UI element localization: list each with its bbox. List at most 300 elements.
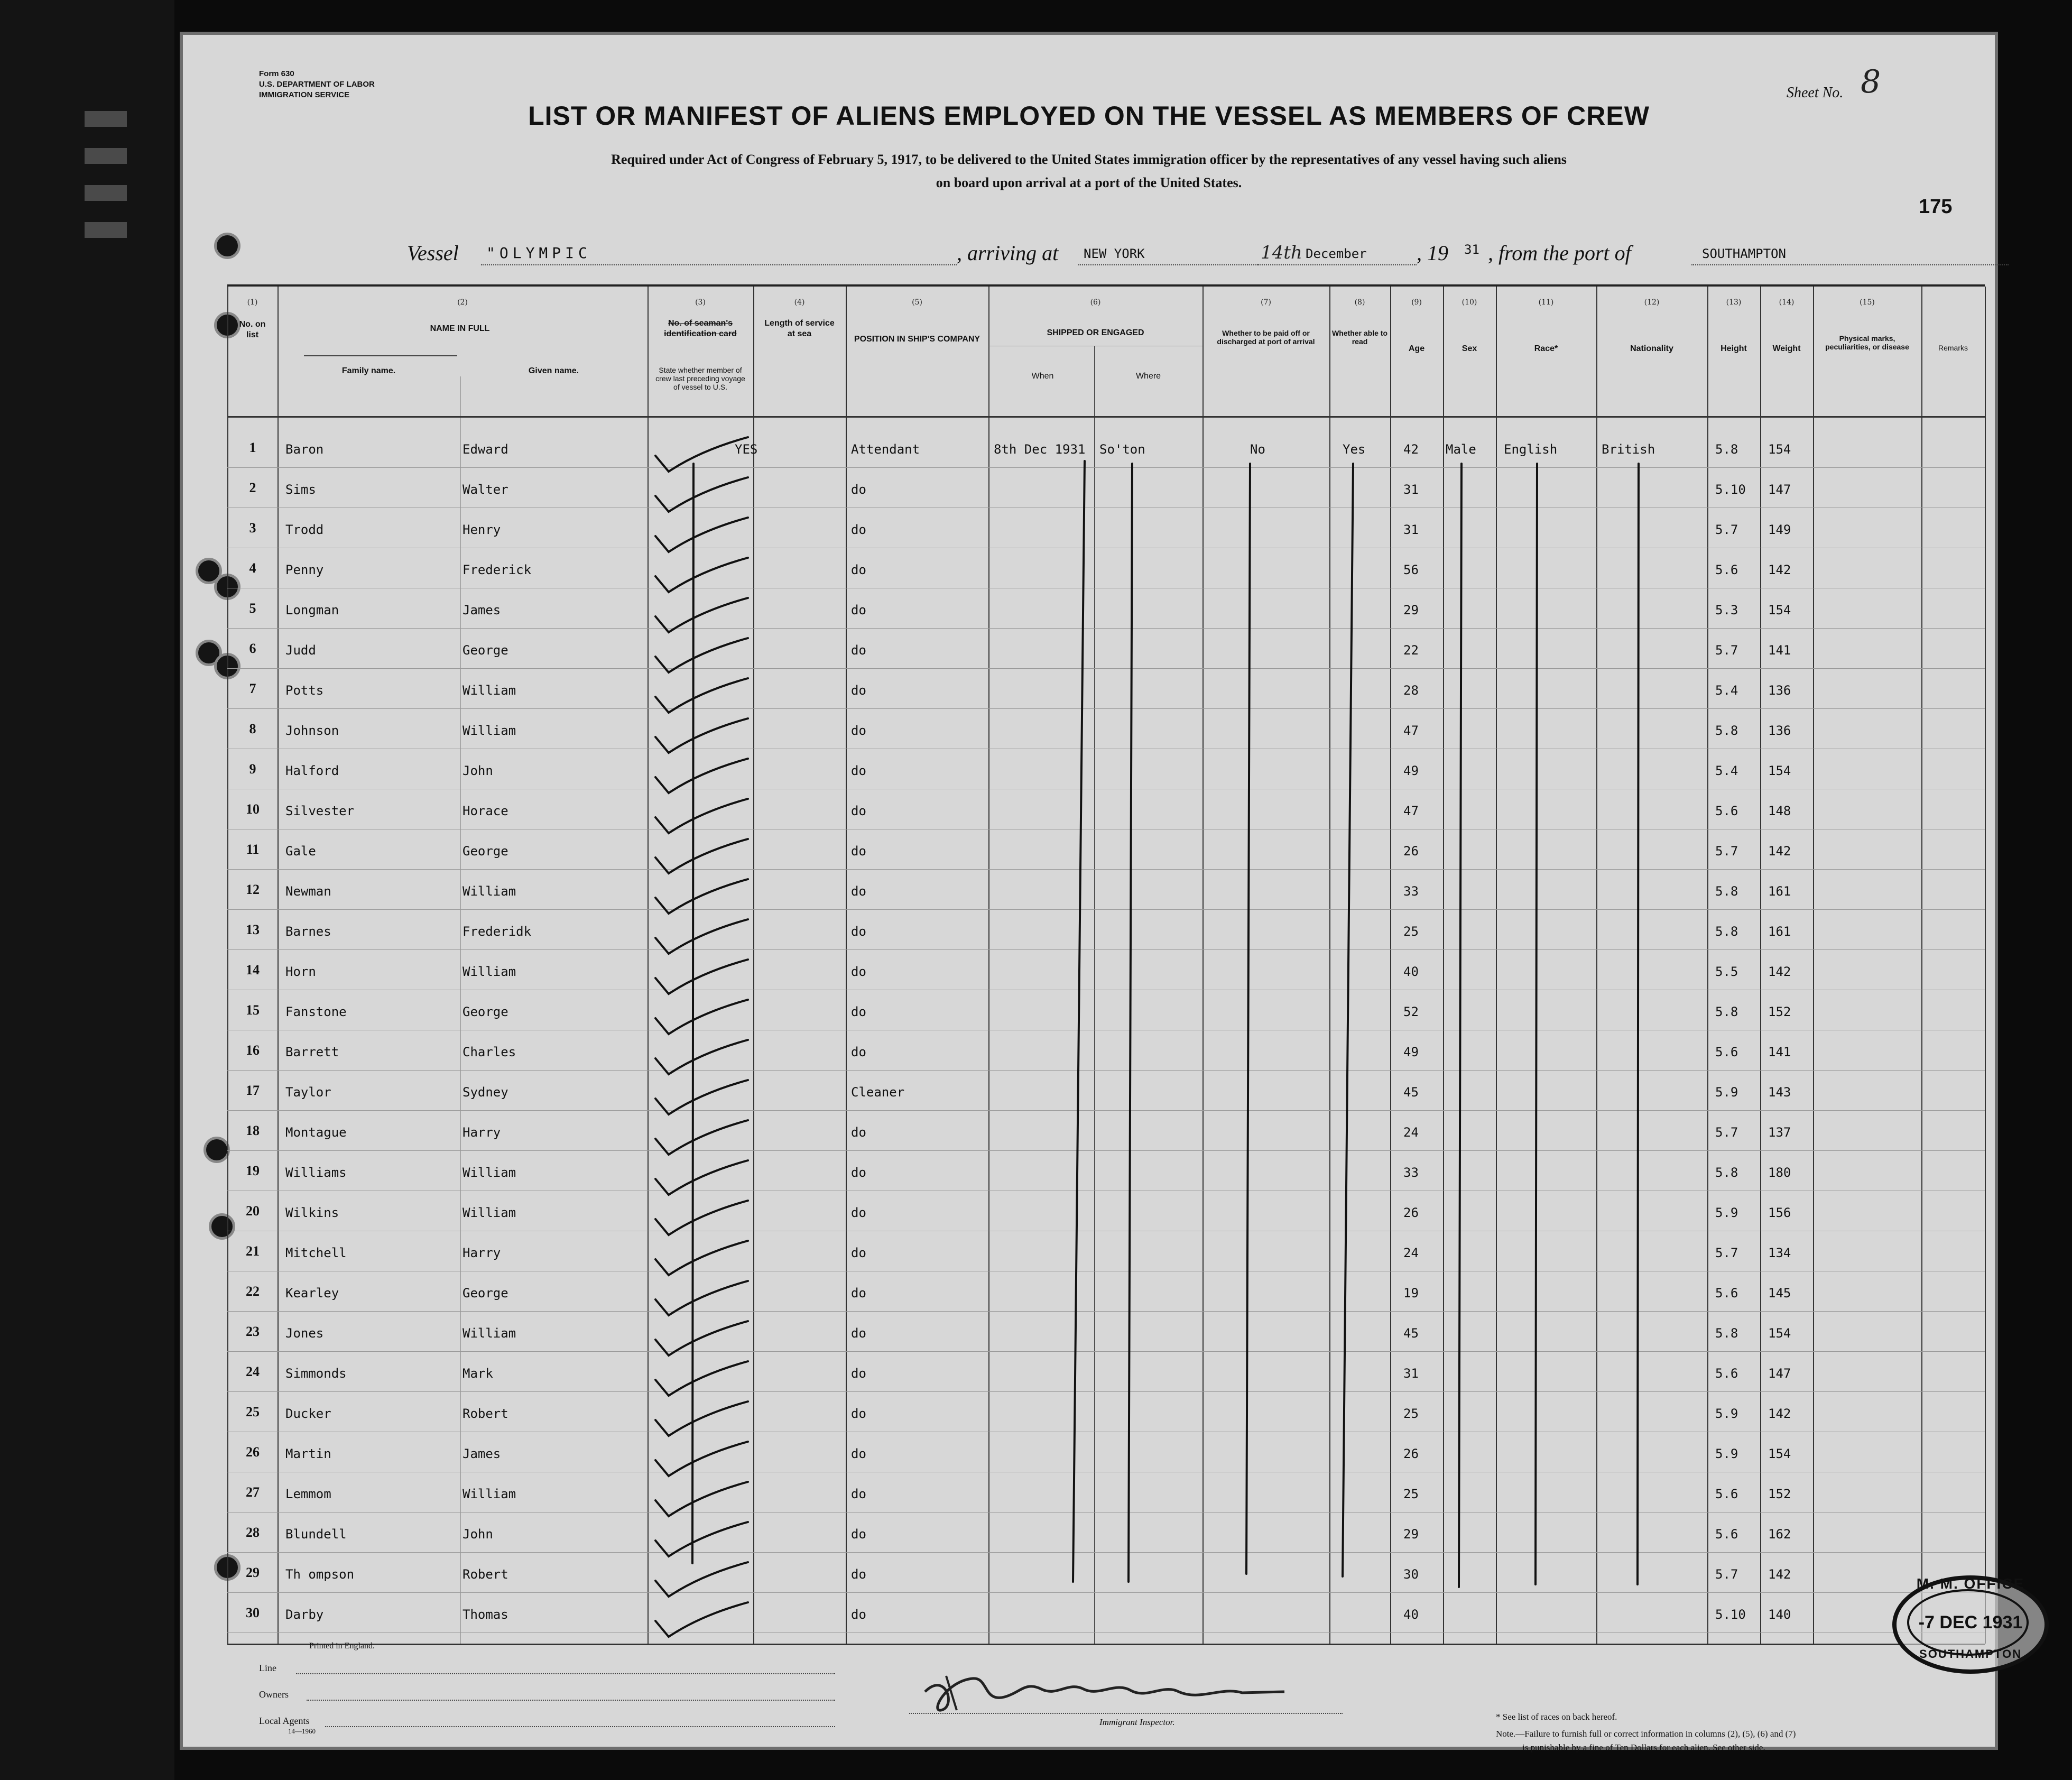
ditto-line-previous-voyage (692, 464, 693, 1563)
ditto-lines (692, 461, 1639, 1587)
date-underline (1258, 264, 1417, 265)
family-name-cell: Baron (285, 442, 324, 457)
height-cell: 5.6 (1715, 1487, 1738, 1501)
position-cell: do (851, 924, 866, 939)
document-subtitle (365, 148, 1813, 195)
check-mark (655, 1321, 748, 1355)
ditto-line-where (1128, 464, 1132, 1582)
row-number-cell: 18 (246, 1123, 260, 1138)
height-cell: 5.7 (1715, 643, 1738, 658)
family-name-cell: Silvester (285, 804, 355, 818)
age-cell: 28 (1403, 683, 1419, 698)
document-title: LIST OR MANIFEST OF ALIENS EMPLOYED ON THE VESSEL AS MEMBERS OF CREW (528, 101, 1650, 131)
position-cell: do (851, 804, 866, 818)
form-number: Form 630 (259, 69, 294, 78)
check-mark (655, 1522, 748, 1556)
header-weight: Weight (1772, 344, 1801, 353)
stamp-office: M. M. OFFICE (1916, 1575, 2025, 1592)
weight-cell: 140 (1768, 1607, 1791, 1622)
check-mark (655, 558, 748, 592)
col-num-6: (6) (1090, 298, 1101, 307)
weight-cell: 141 (1768, 1045, 1791, 1059)
weight-cell: 142 (1768, 964, 1791, 979)
position-cell: do (851, 1607, 866, 1622)
weight-cell: 152 (1768, 1487, 1791, 1501)
age-cell: 26 (1403, 1446, 1419, 1461)
arrival-year: 31 (1464, 242, 1479, 257)
race-footnote: * See list of races on back hereof. (1496, 1712, 1617, 1722)
weight-cell: 137 (1768, 1125, 1791, 1140)
position-cell: do (851, 1567, 866, 1582)
weight-cell: 142 (1768, 844, 1791, 859)
family-name-cell: Kearley (285, 1286, 339, 1301)
check-mark (655, 1241, 748, 1275)
family-name-cell: Fanstone (285, 1004, 347, 1019)
check-mark (655, 919, 748, 954)
height-cell: 5.9 (1715, 1406, 1738, 1421)
height-cell: 5.8 (1715, 1165, 1738, 1180)
height-cell: 5.8 (1715, 884, 1738, 899)
weight-cell: 148 (1768, 804, 1791, 818)
weight-cell: 152 (1768, 1004, 1791, 1019)
service-name: IMMIGRATION SERVICE (259, 90, 350, 99)
ditto-line-able-to-read (1343, 464, 1353, 1576)
age-cell: 25 (1403, 924, 1419, 939)
handwritten-marks (227, 287, 1985, 1644)
height-cell: 5.7 (1715, 1125, 1738, 1140)
paid-off-cell: No (1250, 442, 1265, 457)
weight-cell: 154 (1768, 442, 1791, 457)
age-cell: 49 (1403, 763, 1419, 778)
able-to-read-cell: Yes (1343, 442, 1366, 457)
family-name-cell: Trodd (285, 522, 324, 537)
position-cell: do (851, 1286, 866, 1301)
position-cell: do (851, 1487, 866, 1501)
given-name-cell: William (462, 723, 516, 738)
form-code: 14—1960 (288, 1727, 316, 1735)
col-num-13: (13) (1726, 298, 1742, 307)
height-cell: 5.6 (1715, 1527, 1738, 1542)
height-cell: 5.9 (1715, 1446, 1738, 1461)
given-name-cell: James (462, 1446, 501, 1461)
previous-voyage-cell: YES (735, 442, 758, 457)
row-number-cell: 26 (246, 1444, 260, 1460)
age-cell: 40 (1403, 1607, 1419, 1622)
row-number-cell: 29 (246, 1565, 260, 1580)
printed-note: Printed in England. (309, 1641, 375, 1650)
weight-cell: 161 (1768, 884, 1791, 899)
check-mark (655, 1201, 748, 1235)
row-number-cell: 20 (246, 1203, 260, 1219)
age-cell: 31 (1403, 482, 1419, 497)
check-mark (655, 879, 748, 914)
check-mark (655, 960, 748, 994)
given-name-cell: Mark (462, 1366, 493, 1381)
age-cell: 47 (1403, 723, 1419, 738)
row-number-cell: 15 (246, 1002, 260, 1018)
nationality-cell: British (1602, 442, 1655, 457)
col-num-4: (4) (794, 298, 805, 307)
age-cell: 42 (1403, 442, 1419, 457)
family-name-cell: Wilkins (285, 1205, 339, 1220)
vessel-name: "OLYMPIC (486, 244, 591, 262)
col-num-7: (7) (1261, 298, 1271, 307)
weight-cell: 180 (1768, 1165, 1791, 1180)
mm-office-stamp (1892, 1575, 2049, 1674)
check-mark (655, 1160, 748, 1195)
position-cell: do (851, 1446, 866, 1461)
given-name-cell: Robert (462, 1567, 508, 1582)
weight-cell: 161 (1768, 924, 1791, 939)
check-mark (655, 1361, 748, 1396)
given-name-cell: Horace (462, 804, 508, 818)
weight-cell: 142 (1768, 1567, 1791, 1582)
weight-cell: 142 (1768, 1406, 1791, 1421)
row-number-cell: 24 (246, 1364, 260, 1379)
stamp-date: -7 DEC 1931 (1918, 1612, 2023, 1633)
height-cell: 5.6 (1715, 1045, 1738, 1059)
row-number-cell: 22 (246, 1284, 260, 1299)
column-rule (1985, 287, 1986, 1644)
weight-cell: 154 (1768, 603, 1791, 617)
given-name-cell: William (462, 683, 516, 698)
position-cell: do (851, 1366, 866, 1381)
age-cell: 25 (1403, 1406, 1419, 1421)
check-mark (655, 518, 748, 552)
race-cell: English (1504, 442, 1558, 457)
family-name-cell: Ducker (285, 1406, 331, 1421)
height-cell: 5.9 (1715, 1205, 1738, 1220)
family-name-cell: Barnes (285, 924, 331, 939)
given-name-cell: Sydney (462, 1085, 508, 1100)
age-cell: 31 (1403, 1366, 1419, 1381)
weight-cell: 136 (1768, 683, 1791, 698)
header-length-of-service: Length of service at sea (764, 319, 835, 338)
check-mark (655, 1482, 748, 1516)
sheet-number: 8 (1861, 63, 1881, 100)
line-label: Line (259, 1663, 276, 1673)
check-mark (655, 1602, 748, 1637)
weight-cell: 147 (1768, 1366, 1791, 1381)
row-number-cell: 23 (246, 1324, 260, 1339)
family-name-cell: Williams (285, 1165, 347, 1180)
check-mark (655, 1000, 748, 1034)
line-underline (296, 1673, 835, 1674)
check-mark (655, 1401, 748, 1436)
given-name-cell: Harry (462, 1125, 501, 1140)
header-name-in-full: NAME IN FULL (430, 324, 490, 333)
header-when: When (1031, 372, 1054, 381)
binder-hole (204, 1137, 230, 1163)
ditto-line-paid-off (1246, 464, 1250, 1574)
position-cell: do (851, 482, 866, 497)
height-cell: 5.3 (1715, 603, 1738, 617)
age-cell: 25 (1403, 1487, 1419, 1501)
family-name-cell: Jones (285, 1326, 324, 1341)
weight-cell: 154 (1768, 763, 1791, 778)
family-name-cell: Montague (285, 1125, 347, 1140)
family-name-cell: Lemmom (285, 1487, 331, 1501)
header-position: POSITION IN SHIP'S COMPANY (854, 335, 980, 344)
age-cell: 45 (1403, 1085, 1419, 1100)
year-prefix: , 19 (1417, 241, 1448, 265)
weight-cell: 136 (1768, 723, 1791, 738)
row-number-cell: 28 (246, 1525, 260, 1540)
margin-mark (85, 222, 127, 238)
family-name-cell: Penny (285, 562, 324, 577)
check-marks (655, 437, 748, 1637)
family-name-cell: Sims (285, 482, 316, 497)
penalty-note-2: is punishable by a fine of Ten Dollars for each alien. See other side. (1522, 1742, 1765, 1753)
row-number-cell: 11 (246, 842, 260, 857)
header-race: Race* (1534, 344, 1558, 353)
age-cell: 24 (1403, 1125, 1419, 1140)
family-name-cell: Simmonds (285, 1366, 347, 1381)
given-name-cell: William (462, 1205, 516, 1220)
height-cell: 5.6 (1715, 804, 1738, 818)
header-given-name: Given name. (528, 366, 579, 375)
check-mark (655, 1080, 748, 1114)
weight-cell: 142 (1768, 562, 1791, 577)
row-number-cell: 5 (249, 601, 256, 616)
inspector-label: Immigrant Inspector. (1099, 1717, 1175, 1727)
header-sex: Sex (1462, 344, 1477, 353)
ditto-line-race (1536, 464, 1537, 1584)
age-cell: 33 (1403, 1165, 1419, 1180)
arrival-month: December (1306, 246, 1367, 261)
check-mark (655, 718, 748, 753)
check-mark (655, 759, 748, 793)
age-cell: 47 (1403, 804, 1419, 818)
family-name-cell: Halford (285, 763, 339, 778)
header-able-to-read: Whether able to read (1332, 329, 1388, 346)
header-where: Where (1135, 372, 1161, 381)
col-num-2: (2) (457, 298, 468, 307)
age-cell: 31 (1403, 522, 1419, 537)
shipped-when-cell: 8th Dec 1931 (994, 442, 1086, 457)
position-cell: do (851, 1246, 866, 1260)
family-name-cell: Horn (285, 964, 316, 979)
col-num-3: (3) (695, 298, 706, 307)
ditto-line-when (1073, 461, 1085, 1582)
weight-cell: 156 (1768, 1205, 1791, 1220)
height-cell: 5.8 (1715, 723, 1738, 738)
row-number-cell: 16 (246, 1043, 260, 1058)
row-number-cell: 7 (249, 681, 256, 696)
check-mark (655, 839, 748, 873)
age-cell: 29 (1403, 1527, 1419, 1542)
height-cell: 5.10 (1715, 482, 1746, 497)
check-mark (655, 1281, 748, 1315)
owners-label: Owners (259, 1689, 289, 1700)
col-num-15: (15) (1860, 298, 1875, 307)
col-num-8: (8) (1354, 298, 1365, 307)
header-remarks: Remarks (1938, 344, 1968, 352)
position-cell: do (851, 1406, 866, 1421)
col-num-10: (10) (1462, 298, 1477, 307)
given-name-cell: Charles (462, 1045, 516, 1059)
family-name-cell: Potts (285, 683, 324, 698)
sheet-label: Sheet No. (1787, 85, 1844, 101)
position-cell: do (851, 844, 866, 859)
position-cell: do (851, 562, 866, 577)
check-mark (655, 1562, 748, 1597)
check-mark (655, 1040, 748, 1074)
given-name-cell: George (462, 844, 508, 859)
age-cell: 33 (1403, 884, 1419, 899)
manifest-sheet (180, 32, 2025, 1753)
header-family-name: Family name. (341, 366, 396, 375)
margin-mark (85, 148, 127, 164)
height-cell: 5.10 (1715, 1607, 1746, 1622)
position-cell: do (851, 643, 866, 658)
height-cell: 5.6 (1715, 1286, 1738, 1301)
age-cell: 56 (1403, 562, 1419, 577)
given-name-cell: Harry (462, 1246, 501, 1260)
position-cell: do (851, 522, 866, 537)
header-nationality: Nationality (1630, 344, 1673, 353)
weight-cell: 145 (1768, 1286, 1791, 1301)
crew-table (227, 284, 1985, 1644)
given-name-cell: Frederidk (462, 924, 532, 939)
header-shipped-engaged: SHIPPED OR ENGAGED (1047, 328, 1144, 337)
height-cell: 5.8 (1715, 924, 1738, 939)
family-name-cell: Taylor (285, 1085, 331, 1100)
height-cell: 5.7 (1715, 844, 1738, 859)
stamp-location: SOUTHAMPTON (1919, 1647, 2022, 1661)
vessel-label: Vessel (407, 241, 459, 265)
age-cell: 49 (1403, 1045, 1419, 1059)
given-name-cell: William (462, 964, 516, 979)
header-height: Height (1720, 344, 1747, 353)
binder-hole (214, 233, 240, 259)
row-number-cell: 6 (249, 641, 256, 656)
header-physical-marks: Physical marks, peculiarities, or disease (1825, 334, 1909, 351)
given-name-cell: William (462, 1487, 516, 1501)
row-number-cell: 27 (246, 1484, 260, 1500)
subtitle-line-2: on board upon arrival at a port of the United States. (936, 175, 1242, 190)
inspector-signature (914, 1660, 1337, 1718)
ditto-line-nationality (1638, 464, 1639, 1584)
position-cell: do (851, 763, 866, 778)
given-name-cell: George (462, 1286, 508, 1301)
check-mark (655, 638, 748, 672)
age-cell: 30 (1403, 1567, 1419, 1582)
height-cell: 5.7 (1715, 1567, 1738, 1582)
row-number-cell: 1 (249, 440, 256, 455)
margin-mark (85, 185, 127, 201)
row-number-cell: 13 (246, 922, 260, 937)
height-cell: 5.6 (1715, 562, 1738, 577)
height-cell: 5.6 (1715, 1366, 1738, 1381)
row-number-cell: 4 (249, 560, 256, 576)
from-port-label: , from the port of (1488, 241, 1631, 265)
weight-cell: 134 (1768, 1246, 1791, 1260)
row-number-cell: 25 (246, 1404, 260, 1419)
sex-cell: Male (1446, 442, 1476, 457)
position-cell: do (851, 1004, 866, 1019)
position-cell: do (851, 1045, 866, 1059)
header-age: Age (1408, 344, 1425, 353)
header-paid-off: Whether to be paid off or discharged at port of arrival (1217, 329, 1315, 346)
col-num-14: (14) (1779, 298, 1794, 307)
family-name-cell: Mitchell (285, 1246, 347, 1260)
col-num-5: (5) (912, 298, 922, 307)
age-cell: 40 (1403, 964, 1419, 979)
header-no-on-list: No. on list (239, 320, 266, 339)
check-mark (655, 437, 748, 472)
form-identifier (259, 69, 375, 100)
height-cell: 5.8 (1715, 1326, 1738, 1341)
ditto-line-sex (1459, 464, 1462, 1587)
position-cell: do (851, 603, 866, 617)
check-mark (655, 799, 748, 833)
weight-cell: 149 (1768, 522, 1791, 537)
col-num-9: (9) (1411, 298, 1422, 307)
family-name-cell: Th ompson (285, 1567, 355, 1582)
age-cell: 19 (1403, 1286, 1419, 1301)
family-name-cell: Darby (285, 1607, 324, 1622)
agents-underline (325, 1726, 835, 1727)
check-mark (655, 1442, 748, 1476)
shipped-where-cell: So'ton (1099, 442, 1145, 457)
weight-cell: 143 (1768, 1085, 1791, 1100)
col-num-12: (12) (1644, 298, 1660, 307)
table-bottom-rule (227, 1644, 1985, 1645)
penalty-note-1: Note.—Failure to furnish full or correct information in columns (2), (5), (6) and (7) (1496, 1729, 1796, 1739)
given-name-cell: George (462, 643, 508, 658)
height-cell: 5.5 (1715, 964, 1738, 979)
subtitle-line-1: Required under Act of Congress of February 5, 1917, to be delivered to the United States immigration officer by the representatives of any vessel having such aliens (611, 152, 1567, 167)
check-mark (655, 477, 748, 512)
height-cell: 5.7 (1715, 1246, 1738, 1260)
age-cell: 26 (1403, 1205, 1419, 1220)
row-number-cell: 3 (249, 520, 256, 536)
check-mark (655, 598, 748, 632)
position-cell: do (851, 1165, 866, 1180)
family-name-cell: Newman (285, 884, 331, 899)
weight-cell: 147 (1768, 482, 1791, 497)
height-cell: 5.8 (1715, 442, 1738, 457)
row-number-cell: 8 (249, 721, 256, 736)
row-number-cell: 12 (246, 882, 260, 897)
port-underline (1078, 264, 1258, 265)
row-number-cell: 10 (246, 801, 260, 817)
age-cell: 22 (1403, 643, 1419, 658)
position-cell: do (851, 1205, 866, 1220)
family-name-cell: Johnson (285, 723, 339, 738)
given-name-cell: Thomas (462, 1607, 508, 1622)
col-num-11: (11) (1538, 298, 1554, 307)
given-name-cell: William (462, 884, 516, 899)
given-name-cell: John (462, 763, 493, 778)
arriving-label: , arriving at (957, 241, 1059, 265)
height-cell: 5.4 (1715, 683, 1738, 698)
header-id-card-struck: No. of seaman's identification card (664, 319, 737, 338)
row-number-cell: 17 (246, 1083, 260, 1098)
height-cell: 5.7 (1715, 522, 1738, 537)
given-name-cell: Robert (462, 1406, 508, 1421)
given-name-cell: James (462, 603, 501, 617)
local-agents-label: Local Agents (259, 1716, 310, 1726)
header-previous-voyage: State whether member of crew last preceding voyage of vessel to U.S. (655, 366, 745, 391)
height-cell: 5.4 (1715, 763, 1738, 778)
given-name-cell: Henry (462, 522, 501, 537)
position-cell: Attendant (851, 442, 920, 457)
row-number-cell: 2 (249, 480, 256, 495)
row-number-cell: 19 (246, 1163, 260, 1178)
col-num-1: (1) (247, 298, 258, 307)
